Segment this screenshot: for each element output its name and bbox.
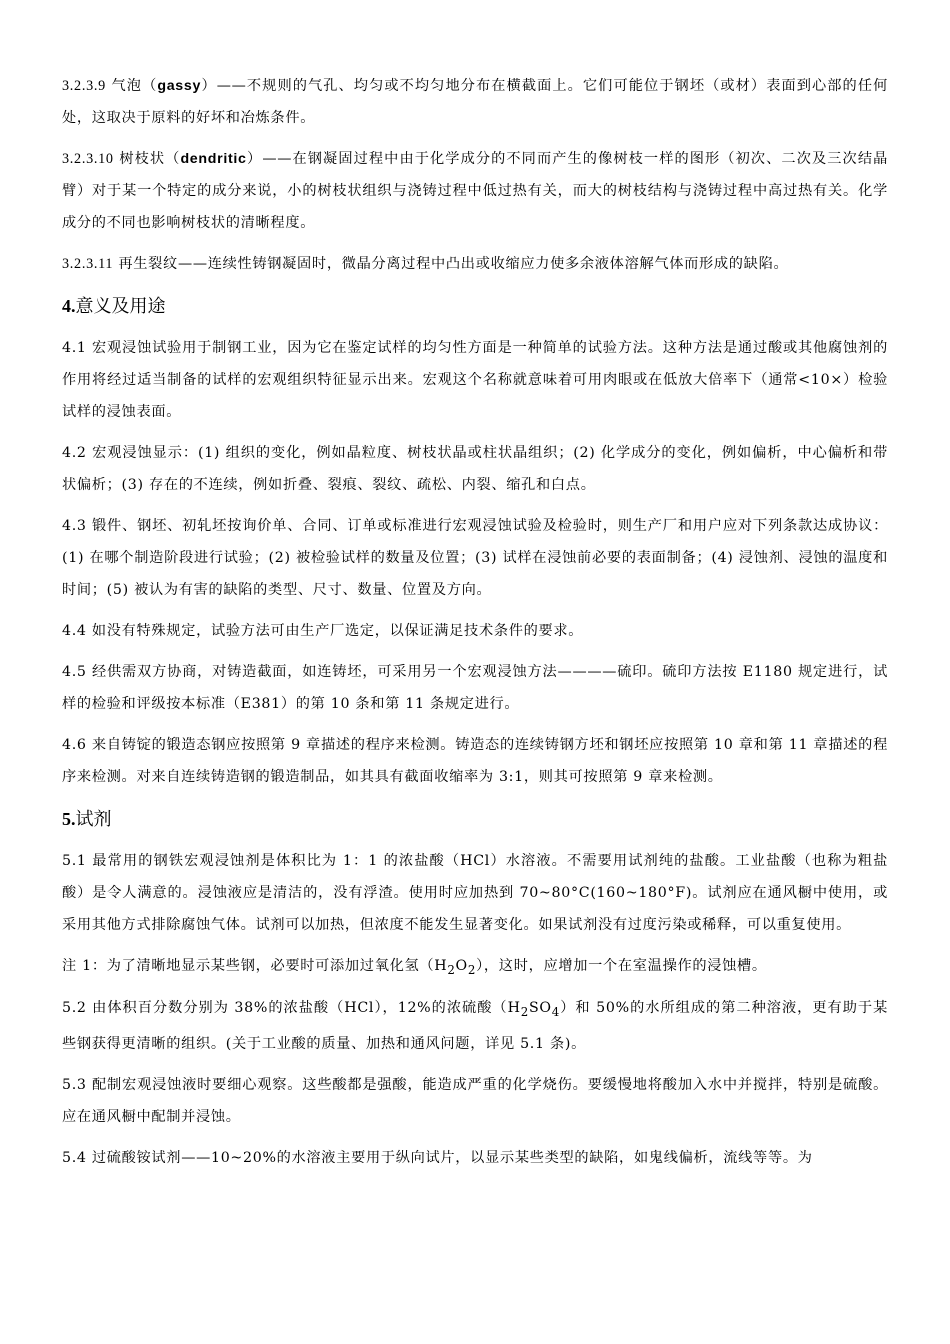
section-number: 5.	[62, 809, 76, 829]
clause-5-3: 5.3 配制宏观浸蚀液时要细心观察。这些酸都是强酸，能造成严重的化学烧伤。要缓慢地将酸加入水中并搅拌，特别是硫酸。应在通风橱中配制并浸蚀。	[62, 1076, 888, 1125]
term-gassy: gassy	[157, 78, 202, 94]
clause-number: 3.2.3.9	[62, 78, 106, 94]
subscript: 2	[447, 962, 456, 977]
clause-5-1: 5.1 最常用的钢铁宏观浸蚀剂是体积比为 1：1 的浓盐酸（HCl）水溶液。不需要用试剂纯的盐酸。工业盐酸（也称为粗盐酸）是令人满意的。浸蚀液应是清洁的，没有浮渣。使用时应加热到 70~80°C(160~180°F)。试剂应在通风橱中使用，或采用其他方式排除腐蚀气体。试剂可以加热，但浓度不能发生显著变化。如果试剂没有过度污染或稀释，可以重复使用。	[62, 853, 888, 933]
clause-text: 5.2 由体积百分数分别为 38%的浓盐酸（HCl），12%的浓硫酸（H	[62, 999, 521, 1016]
clause-text: 再生裂纹——连续性铸钢凝固时，微晶分离过程中凸出或收缩应力使多余液体溶解气体而形成的缺陷。	[113, 256, 789, 272]
clause-text: 气泡（	[105, 78, 158, 94]
clause-text: SO	[528, 999, 552, 1016]
clause-number: 3.2.3.11	[62, 256, 114, 272]
clause-4-6: 4.6 来自铸锭的锻造态钢应按照第 9 章描述的程序来检测。铸造态的连续铸钢方坯和钢坯应按照第 10 章和第 11 章描述的程序来检测。对来自连续铸造钢的锻造制品，如其具有截面收缩率为 3:1，则其可按照第 9 章来检测。	[62, 737, 888, 785]
clause-3-2-3-9	[62, 70, 888, 134]
clause-text: ）——在钢凝固过程中由于化学成分的不同而产生的像树枝一样的图形（初次、二次及三次结晶臂）对于某一个特定的成分来说，小的树枝状组织与浇铸过程中低过热有关，而大的树枝结构与浇铸过程中高过热有关。化学成分的不同也影响树枝状的清晰程度。	[62, 151, 888, 231]
clause-number: 3.2.3.10	[62, 151, 114, 167]
clause-text: ）和 50%的水所组成的第二种溶液，更有助于某些钢获得更清晰的组织。(关于工业酸的质量、加热和通风问题，详见 5.1 条)。	[62, 999, 888, 1052]
note-1	[62, 950, 888, 986]
subscript: 4	[551, 1004, 560, 1019]
note-text: 注 1：为了清晰地显示某些钢，必要时可添加过氧化氢（H	[62, 958, 448, 974]
clause-4-3: 4.3 锻件、钢坯、初轧坯按询价单、合同、订单或标准进行宏观浸蚀试验及检验时，则生产厂和用户应对下列条款达成协议：(1) 在哪个制造阶段进行试验；(2) 被检验试样的数量及位置；(3) 试样在浸蚀前必要的表面制备；(4) 浸蚀剂、浸蚀的温度和时间；(5) 被认为有害的缺陷的类型、尺寸、数量、位置及方向。	[62, 518, 888, 598]
subscript: 2	[467, 962, 477, 977]
section-number: 4.	[62, 296, 76, 316]
clause-4-1: 4.1 宏观浸蚀试验用于制钢工业，因为它在鉴定试样的均匀性方面是一种简单的试验方法。这种方法是通过酸或其他腐蚀剂的作用将经过适当制备的试样的宏观组织特征显示出来。宏观这个名称就意味着可用肉眼或在低放大倍率下（通常<10×）检验试样的浸蚀表面。	[62, 340, 888, 420]
clause-4-2: 4.2 宏观浸蚀显示：(1) 组织的变化，例如晶粒度、树枝状晶或柱状晶组织；(2) 化学成分的变化，例如偏析，中心偏析和带状偏析；(3) 存在的不连续，例如折叠、裂痕、裂纹、疏松、内裂、缩孔和白点。	[62, 445, 888, 493]
section-title: 试剂	[75, 809, 112, 830]
clause-3-2-3-10	[62, 143, 888, 239]
clause-3-2-3-11	[62, 248, 888, 280]
clause-text: 树枝状（	[113, 151, 181, 167]
clause-4-5: 4.5 经供需双方协商，对铸造截面，如连铸坯，可采用另一个宏观浸蚀方法————硫印。硫印方法按 E1180 规定进行，试样的检验和评级按本标准（E381）的第 10 条和第 11 条规定进行。	[62, 664, 888, 712]
clause-text: ）——不规则的气孔、均匀或不均匀地分布在横截面上。它们可能位于钢坯（或材）表面到心部的任何处，这取决于原料的好坏和冶炼条件。	[62, 78, 888, 126]
term-dendritic: dendritic	[180, 151, 247, 167]
note-text: O	[455, 958, 468, 974]
section-4-heading	[62, 289, 888, 324]
section-5-heading	[62, 802, 888, 837]
subscript: 2	[520, 1004, 529, 1019]
note-text: ），这时，应增加一个在室温操作的浸蚀槽。	[476, 958, 767, 974]
section-title: 意义及用途	[75, 296, 166, 317]
clause-5-2	[62, 992, 888, 1060]
clause-5-4: 5.4 过硫酸铵试剂——10~20%的水溶液主要用于纵向试片，以显示某些类型的缺陷，如鬼线偏析，流线等等。为	[62, 1149, 813, 1166]
clause-4-4: 4.4 如没有特殊规定，试验方法可由生产厂选定，以保证满足技术条件的要求。	[62, 623, 584, 639]
